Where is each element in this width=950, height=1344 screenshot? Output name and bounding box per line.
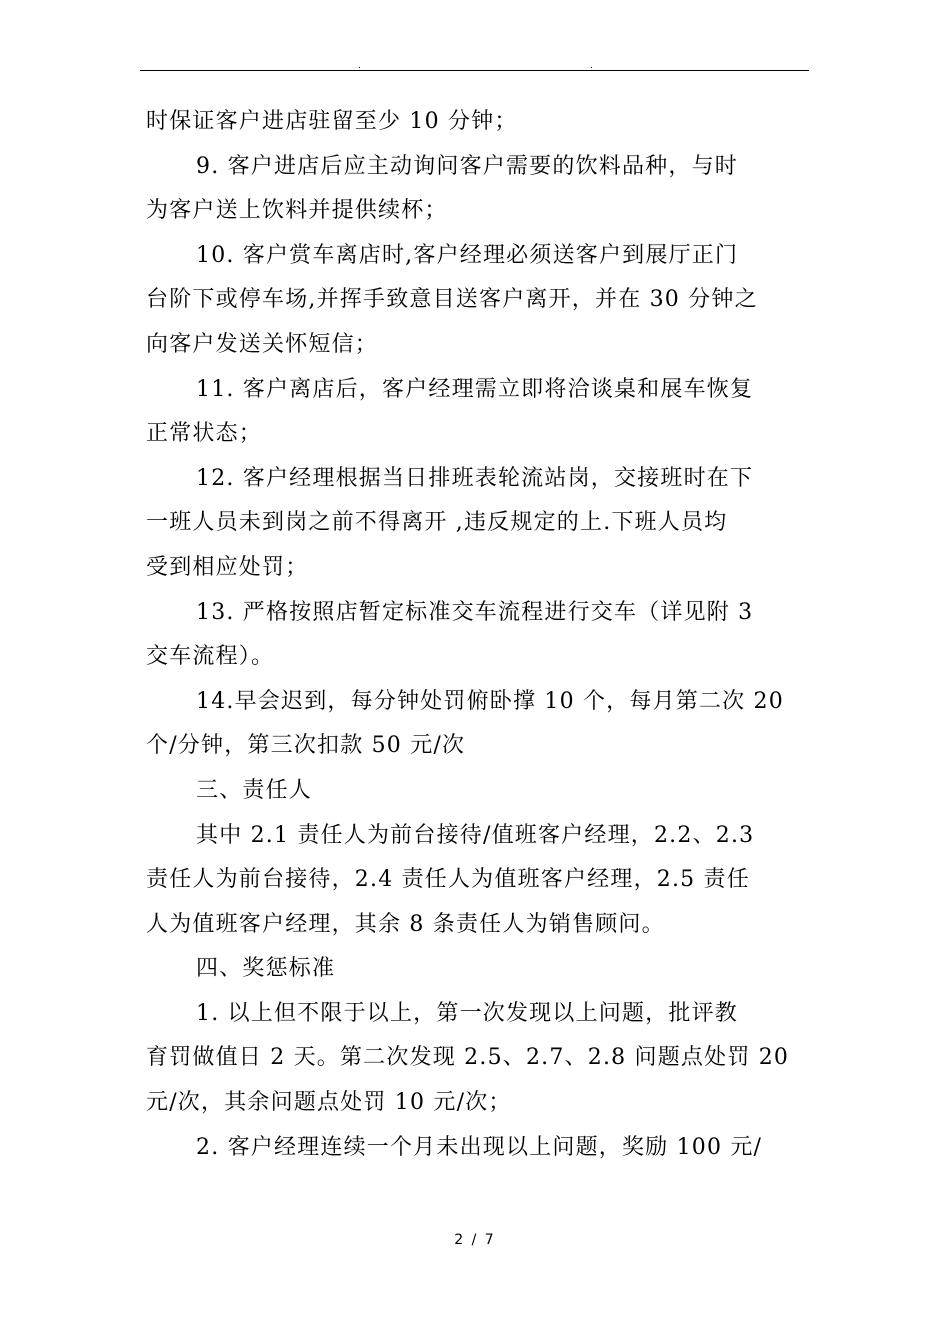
text-line: 一班人员未到岗之前不得离开 ,违反规定的上.下班人员均	[146, 510, 728, 536]
text-line: 责任人为前台接待，2.4 责任人为值班客户经理，2.5 责任	[146, 867, 750, 893]
header-dot-right: .	[590, 61, 593, 71]
paragraph-responsible: 其中 2.1 责任人为前台接待/值班客户经理，2.2、2.3	[196, 822, 755, 848]
text-line: 向客户发送关怀短信；	[146, 331, 379, 357]
list-item-11: 11. 客户离店后，客户经理需立即将洽谈桌和展车恢复	[196, 376, 754, 402]
text-line: 台阶下或停车场,并挥手致意目送客户离开，并在 30 分钟之	[146, 287, 758, 313]
text-line: 育罚做值日 2 天。第二次发现 2.5、2.7、2.8 问题点处罚 20	[146, 1045, 790, 1071]
list-item-13: 13. 严格按照店暂定标准交车流程进行交车（详见附 3	[196, 599, 754, 625]
text-line: 正常状态；	[146, 421, 263, 447]
text-line: 元/次，其余问题点处罚 10 元/次；	[146, 1090, 512, 1116]
text-line: 人为值班客户经理，其余 8 条责任人为销售顾问。	[146, 911, 665, 937]
text-line: 受到相应处罚；	[146, 554, 309, 580]
header-rule	[140, 70, 809, 71]
reward-item-2: 2. 客户经理连续一个月未出现以上问题，奖励 100 元/	[196, 1134, 763, 1160]
list-item-12: 12. 客户经理根据当日排班表轮流站岗，交接班时在下	[196, 465, 754, 491]
text-line: 时保证客户进店驻留至少 10 分钟；	[146, 109, 518, 134]
list-item-14: 14.早会迟到，每分钟处罚俯卧撑 10 个，每月第二次 20	[196, 688, 784, 714]
document-body	[146, 100, 810, 1170]
text-line: 个/分钟，第三次扣款 50 元/次	[146, 733, 466, 759]
list-item-9: 9. 客户进店后应主动询问客户需要的饮料品种，与时	[196, 153, 738, 179]
section-heading-rewards: 四、奖惩标准	[196, 956, 336, 982]
text-line: 为客户送上饮料并提供续杯；	[146, 198, 448, 224]
reward-item-1: 1. 以上但不限于以上，第一次发现以上问题，批评教	[196, 1000, 738, 1026]
section-heading-responsible: 三、责任人	[196, 777, 313, 803]
page-number: 2 / 7	[454, 1232, 496, 1248]
text-line: 交车流程）。	[146, 644, 275, 670]
list-item-10: 10. 客户赏车离店时,客户经理必须送客户到展厅正门	[196, 242, 739, 268]
header-dot-left: .	[358, 61, 361, 71]
